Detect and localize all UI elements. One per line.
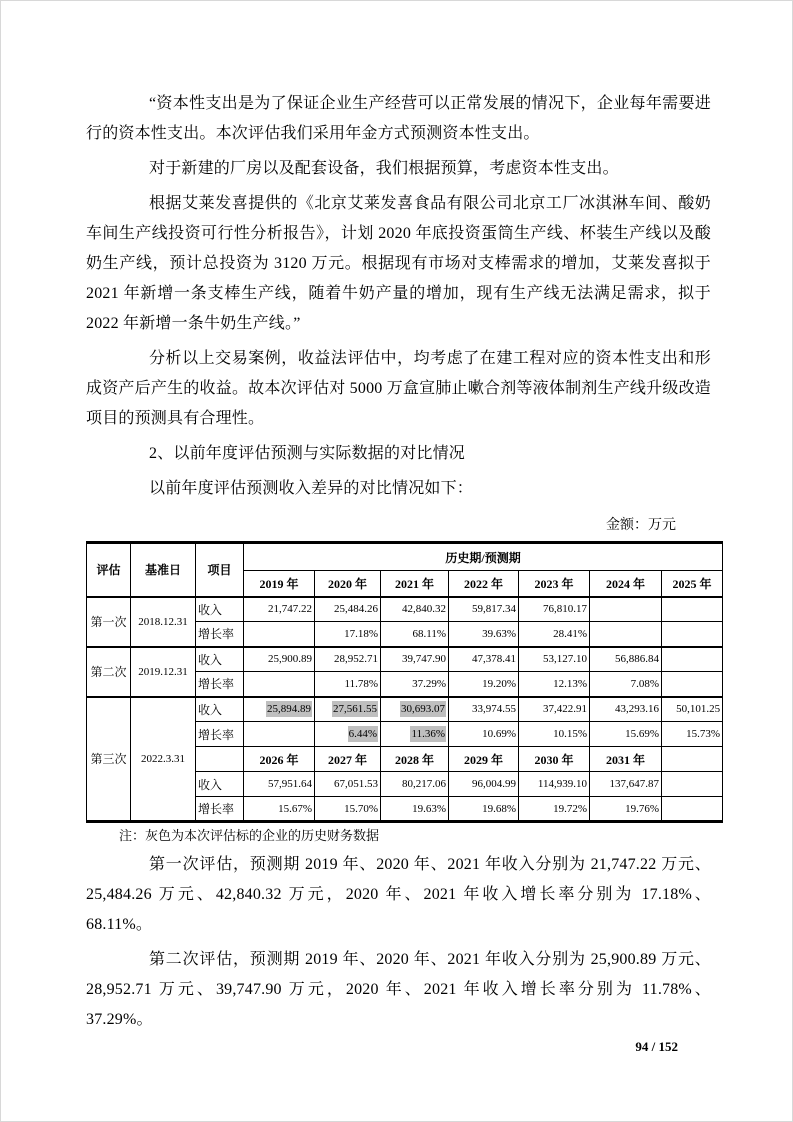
table-cell: 7.08% xyxy=(590,672,662,697)
col-header-year: 2019 年 xyxy=(244,571,315,597)
table-cell xyxy=(381,722,449,747)
row-label-income: 收入 xyxy=(196,772,244,797)
col-header-period: 历史期/预测期 xyxy=(244,543,723,571)
table-cell xyxy=(244,697,315,722)
row-label-income: 收入 xyxy=(196,697,244,722)
table-cell xyxy=(590,597,662,622)
table-cell: 25,484.26 xyxy=(315,597,381,622)
table-cell xyxy=(244,722,315,747)
body-text-block xyxy=(86,89,711,504)
row-label-growth: 增长率 xyxy=(196,797,244,822)
table-cell: 15.67% xyxy=(244,797,315,822)
table-cell xyxy=(381,697,449,722)
body-paragraph: 第一次评估，预测期 2019 年、2020 年、2021 年收入分别为 21,747.22 万元、25,484.26 万元、42,840.32 万元，2020 年、2021 年收入增长率分别为 17.18%、68.11%。 xyxy=(86,856,711,933)
table-cell: 25,900.89 xyxy=(244,647,315,672)
col-header-base-date: 基准日 xyxy=(131,543,196,597)
section-heading: 2、以前年度评估预测与实际数据的对比情况 xyxy=(149,445,466,462)
table-cell: 59,817.34 xyxy=(449,597,519,622)
table-cell: 42,840.32 xyxy=(381,597,449,622)
body-paragraph: 根据艾莱发喜提供的《北京艾莱发喜食品有限公司北京工厂冰淇淋车间、酸奶车间生产线投资可行性分析报告》，计划 2020 年底投资蛋筒生产线、杯装生产线以及酸奶生产线，预计总投资为 3120 万元。根据现有市场对支棒需求的增加，艾莱发喜拟于 2021 年新增一条支棒生产线，随着牛奶产量的增加，现有生产线无法满足需求，拟于 2022 年新增一条牛奶生产线。” xyxy=(86,195,711,332)
forecast-comparison-table xyxy=(86,541,723,823)
table-cell: 137,647.87 xyxy=(590,772,662,797)
table-cell: 10.15% xyxy=(519,722,590,747)
table-cell xyxy=(315,722,381,747)
col-header-year: 2021 年 xyxy=(381,571,449,597)
table-cell: 15.73% xyxy=(662,722,723,747)
body-text-block xyxy=(86,850,711,1035)
table-cell: 19.76% xyxy=(590,797,662,822)
assessment-name: 第三次 xyxy=(87,697,131,822)
table-header-row xyxy=(87,543,723,571)
table-cell: 43,293.16 xyxy=(590,697,662,722)
row-label-growth: 增长率 xyxy=(196,722,244,747)
table-cell: 28.41% xyxy=(519,622,590,647)
highlighted-value: 6.44% xyxy=(348,728,377,740)
table-cell: 12.13% xyxy=(519,672,590,697)
table-cell: 76,810.17 xyxy=(519,597,590,622)
table-note: 注：灰色为本次评估标的企业的历史财务数据 xyxy=(119,828,380,843)
table-cell: 50,101.25 xyxy=(662,697,723,722)
row-label-income: 收入 xyxy=(196,597,244,622)
table-cell: 15.70% xyxy=(315,797,381,822)
body-paragraph: “资本性支出是为了保证企业生产经营可以正常发展的情况下，企业每年需要进行的资本性支出。本次评估我们采用年金方式预测资本性支出。 xyxy=(86,95,711,142)
table-cell: 17.18% xyxy=(315,622,381,647)
col-header-year: 2030 年 xyxy=(519,747,590,772)
col-header-year: 2026 年 xyxy=(244,747,315,772)
table-cell: 11.78% xyxy=(315,672,381,697)
table-cell xyxy=(590,622,662,647)
base-date: 2018.12.31 xyxy=(131,597,196,647)
table-cell: 15.69% xyxy=(590,722,662,747)
assessment-name: 第二次 xyxy=(87,647,131,697)
base-date: 2019.12.31 xyxy=(131,647,196,697)
body-paragraph: 分析以上交易案例，收益法评估中，均考虑了在建工程对应的资本性支出和形成资产后产生的收益。故本次评估对 5000 万盒宣肺止嗽合剂等液体制剂生产线升级改造项目的预测具有合理性。 xyxy=(86,350,711,427)
table-cell: 68.11% xyxy=(381,622,449,647)
table-cell: 33,974.55 xyxy=(449,697,519,722)
row-label-income: 收入 xyxy=(196,647,244,672)
table-cell: 53,127.10 xyxy=(519,647,590,672)
col-header-assessment: 评估 xyxy=(87,543,131,597)
table-cell xyxy=(662,597,723,622)
table-cell xyxy=(244,622,315,647)
row-label-growth: 增长率 xyxy=(196,622,244,647)
table-cell xyxy=(662,747,723,772)
table-cell xyxy=(196,747,244,772)
col-header-year: 2031 年 xyxy=(590,747,662,772)
table-cell: 37.29% xyxy=(381,672,449,697)
table-row xyxy=(87,697,723,722)
table-cell: 19.20% xyxy=(449,672,519,697)
table-cell xyxy=(662,772,723,797)
col-header-year: 2020 年 xyxy=(315,571,381,597)
table-cell xyxy=(662,622,723,647)
col-header-year: 2022 年 xyxy=(449,571,519,597)
table-cell: 39.63% xyxy=(449,622,519,647)
col-header-year: 2025 年 xyxy=(662,571,723,597)
row-label-growth: 增长率 xyxy=(196,672,244,697)
table-cell: 28,952.71 xyxy=(315,647,381,672)
body-paragraph: 以前年度评估预测收入差异的对比情况如下： xyxy=(149,480,474,497)
table-cell: 114,939.10 xyxy=(519,772,590,797)
table-unit-label: 金额：万元 xyxy=(606,518,676,533)
table-cell: 10.69% xyxy=(449,722,519,747)
highlighted-value: 25,894.89 xyxy=(267,703,311,716)
table-cell: 19.68% xyxy=(449,797,519,822)
table-cell xyxy=(662,797,723,822)
table-cell: 56,886.84 xyxy=(590,647,662,672)
table-row xyxy=(87,647,723,672)
table-cell: 80,217.06 xyxy=(381,772,449,797)
col-header-year: 2027 年 xyxy=(315,747,381,772)
body-paragraph: 对于新建的厂房以及配套设备，我们根据预算，考虑资本性支出。 xyxy=(149,160,619,177)
table-cell xyxy=(662,647,723,672)
col-header-year: 2024 年 xyxy=(590,571,662,597)
highlighted-value: 27,561.55 xyxy=(333,703,377,716)
table-cell: 96,004.99 xyxy=(449,772,519,797)
table-cell: 67,051.53 xyxy=(315,772,381,797)
page-number: 94 / 152 xyxy=(635,1039,678,1054)
col-header-item: 项目 xyxy=(196,543,244,597)
table-cell: 39,747.90 xyxy=(381,647,449,672)
body-paragraph: 第二次评估，预测期 2019 年、2020 年、2021 年收入分别为 25,900.89 万元、28,952.71 万元、39,747.90 万元，2020 年、2021 年收入增长率分别为 11.78%、37.29%。 xyxy=(86,951,711,1028)
table-cell xyxy=(662,672,723,697)
table-cell: 37,422.91 xyxy=(519,697,590,722)
col-header-year: 2029 年 xyxy=(449,747,519,772)
table-cell: 47,378.41 xyxy=(449,647,519,672)
table-cell: 21,747.22 xyxy=(244,597,315,622)
highlighted-value: 30,693.07 xyxy=(401,703,445,716)
col-header-year: 2023 年 xyxy=(519,571,590,597)
base-date: 2022.3.31 xyxy=(131,697,196,822)
table-cell xyxy=(315,697,381,722)
highlighted-value: 11.36% xyxy=(411,728,445,740)
table-cell xyxy=(244,672,315,697)
table-row xyxy=(87,597,723,622)
table-cell: 19.72% xyxy=(519,797,590,822)
table-cell: 57,951.64 xyxy=(244,772,315,797)
col-header-year: 2028 年 xyxy=(381,747,449,772)
table-cell: 19.63% xyxy=(381,797,449,822)
assessment-name: 第一次 xyxy=(87,597,131,647)
